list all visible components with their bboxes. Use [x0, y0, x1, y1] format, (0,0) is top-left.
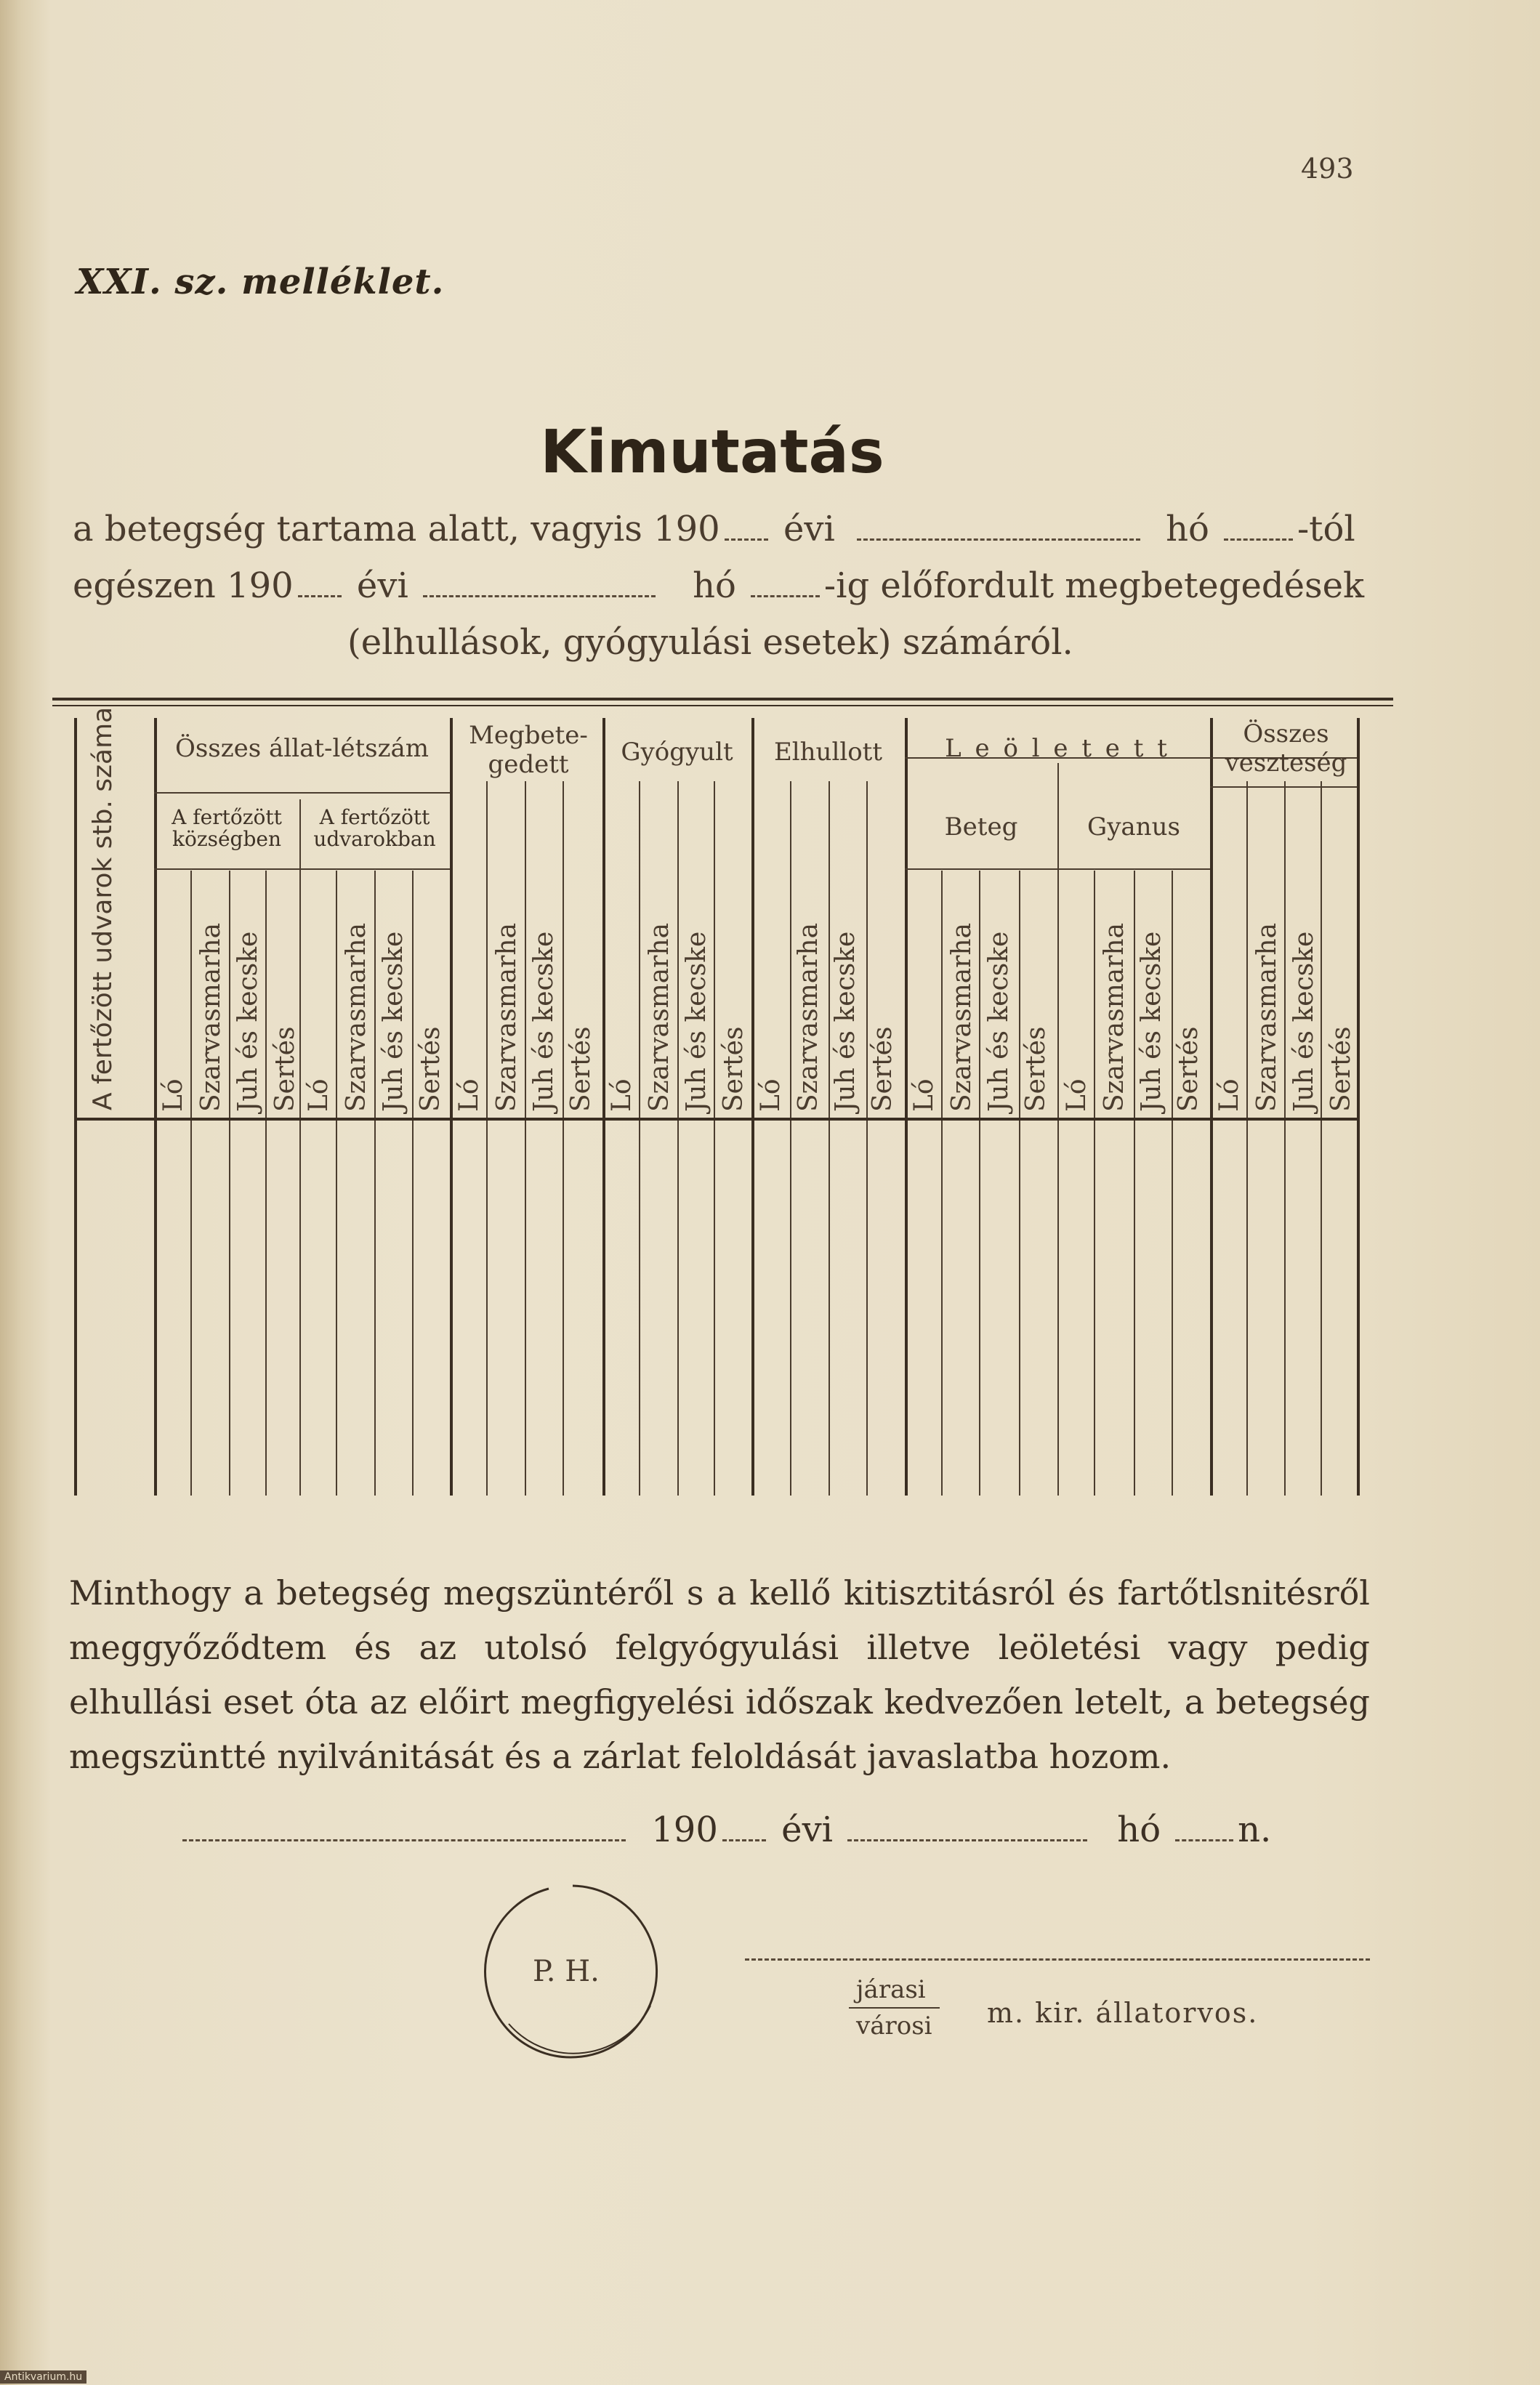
animal-col-label: Szarvasmarha: [947, 922, 977, 1112]
animal-col-label: Sertés: [1021, 1026, 1051, 1112]
appendix-label: XXI. sz. melléklet.: [76, 262, 445, 302]
page-number: 493: [1301, 153, 1354, 185]
header-megbetegedett: Megbete-gedett: [469, 721, 588, 779]
blank-field: [722, 1825, 766, 1841]
blank-field: [1175, 1825, 1233, 1841]
subcol-divider: [525, 781, 526, 1496]
intro-line-2: [73, 565, 1364, 606]
document-title: Kimutatás: [540, 418, 884, 487]
animal-col-label: Juh és kecske: [379, 931, 408, 1112]
animal-col-label: Juh és kecske: [831, 931, 860, 1112]
intro-line-3: (elhullások, gyógyulási esetek) számáról.: [347, 622, 1073, 663]
subcol-divider: [1321, 781, 1322, 1496]
blank-field: [857, 524, 1140, 541]
intro-text: a betegség tartama alatt, vagyis 190: [73, 509, 720, 549]
header-rule: [154, 868, 450, 870]
subcol-divider: [1284, 781, 1286, 1496]
subcol-divider: [265, 871, 267, 1496]
intro-line-1: [73, 509, 1355, 549]
header-leoletett: L e ö l e t e t t: [945, 734, 1170, 763]
header-bottom-rule: [74, 1118, 1360, 1121]
animal-col-label: Sertés: [416, 1026, 446, 1112]
statistics-table: [52, 698, 1393, 1526]
subcol-divider: [941, 871, 943, 1496]
animal-col-label: Juh és kecske: [1137, 931, 1166, 1112]
animal-col-label: Szarvasmarha: [645, 922, 674, 1112]
intro-text: évi: [783, 509, 835, 549]
animal-col-label: Szarvasmarha: [1100, 922, 1129, 1112]
intro-text: -ig előfordult megbetegedések: [823, 565, 1365, 606]
subcol-divider: [979, 871, 980, 1496]
subcol-divider: [639, 781, 640, 1496]
intro-text: hó: [1166, 509, 1209, 549]
animal-col-label: Ló: [756, 1078, 786, 1112]
animal-col-label: Ló: [454, 1078, 484, 1112]
date-text: hó: [1117, 1809, 1161, 1850]
watermark: Antikvarium.hu: [0, 2370, 86, 2384]
subcol-divider: [374, 871, 376, 1496]
animal-col-label: Ló: [158, 1078, 188, 1112]
animal-col-label: Juh és kecske: [233, 931, 263, 1112]
header-leoletett-beteg: Beteg: [944, 812, 1018, 842]
animal-col-label: Szarvasmarha: [196, 922, 226, 1112]
intro-text: hó: [693, 565, 736, 606]
animal-col-label: Szarvasmarha: [342, 922, 371, 1112]
header-rule: [1210, 786, 1357, 788]
header-rule: [905, 868, 1210, 870]
blank-field: [725, 524, 768, 541]
header-veszteseg: Összes veszteség: [1225, 719, 1347, 778]
intro-text: egészen 190: [73, 565, 294, 606]
subcol-divider: [714, 781, 715, 1496]
header-gyogyult: Gyógyult: [621, 738, 733, 767]
blank-field: [182, 1825, 626, 1841]
animal-col-label: Sertés: [566, 1026, 596, 1112]
animal-col-label: Sertés: [270, 1026, 300, 1112]
date-text: évi: [781, 1809, 834, 1850]
subcol-divider: [486, 781, 488, 1496]
col-divider: [450, 718, 453, 1496]
stamp-label: P. H.: [533, 1955, 600, 1988]
date-text: 190: [651, 1809, 718, 1850]
animal-col-label: Szarvasmarha: [492, 922, 522, 1112]
subcol-divider: [1246, 781, 1248, 1496]
subcol-divider: [829, 781, 830, 1496]
subcol-divider: [412, 871, 414, 1496]
header-osszes-sub2: A fertőzött udvarokban: [313, 805, 436, 851]
animal-col-label: Juh és kecske: [529, 931, 559, 1112]
date-text: n.: [1238, 1809, 1272, 1850]
subcol-divider: [677, 781, 679, 1496]
animal-col-label: Sertés: [1174, 1026, 1204, 1112]
animal-col-label: Ló: [1214, 1078, 1244, 1112]
blank-field: [751, 581, 820, 597]
col-divider: [1210, 718, 1213, 1496]
animal-col-label: Juh és kecske: [984, 931, 1014, 1112]
subcol-divider: [190, 871, 192, 1496]
signature-jarasi: járasi: [856, 1975, 926, 2004]
header-osszes: Összes állat-létszám: [174, 734, 430, 763]
date-line: [178, 1809, 1271, 1850]
header-osszes-sub1: A fertőzött községben: [172, 805, 282, 851]
col-divider: [751, 718, 754, 1496]
table-top-rule: [52, 705, 1393, 706]
signature-title: m. kir. állatorvos.: [987, 1997, 1259, 2029]
animal-col-label: Sertés: [1326, 1026, 1356, 1112]
animal-col-label: Sertés: [868, 1026, 898, 1112]
fraction-line: [849, 2007, 940, 2009]
animal-col-label: Ló: [909, 1078, 939, 1112]
blank-field: [1224, 524, 1293, 541]
signature-line: [745, 1958, 1370, 1961]
animal-col-label: Juh és kecske: [1289, 931, 1319, 1112]
animal-col-label: Szarvasmarha: [794, 922, 823, 1112]
table-border-left: [74, 718, 77, 1496]
signature-varosi: városi: [856, 2011, 932, 2041]
first-col-header: A fertőzött udvarok stb. száma: [88, 706, 118, 1110]
declaration-paragraph: Minthogy a betegség megszüntéről s a kellő kitisztitásról és fartőtlsnitésről meggyőződtem és az utolsó felgyógyulási illetve leöletési vagy pedig elhullási eset óta az előirt megfigyelési időszak kedvezően letelt, a betegség megszüntté nyilvánitását és a zárlat feloldását javaslatba hozom.: [69, 1573, 1370, 1776]
animal-col-label: Ló: [1062, 1078, 1092, 1112]
subcol-divider: [336, 871, 337, 1496]
blank-field: [298, 581, 342, 597]
subcol-divider: [229, 871, 230, 1496]
header-leoletett-gyanus: Gyanus: [1087, 812, 1180, 842]
subcol-divider: [790, 781, 791, 1496]
col-divider: [1057, 763, 1059, 1496]
animal-col-label: Sertés: [719, 1026, 749, 1112]
intro-text: -tól: [1297, 509, 1355, 549]
animal-col-label: Szarvasmarha: [1252, 922, 1282, 1112]
subcol-divider: [1094, 871, 1095, 1496]
animal-col-label: Ló: [304, 1078, 334, 1112]
blank-field: [423, 581, 656, 597]
animal-col-label: Ló: [607, 1078, 637, 1112]
subcol-divider: [563, 781, 564, 1496]
header-rule: [154, 792, 450, 794]
subcol-divider: [1134, 871, 1135, 1496]
intro-text: évi: [356, 565, 408, 606]
col-divider: [602, 718, 605, 1496]
table-top-rule: [52, 698, 1393, 701]
header-elhullott: Elhullott: [773, 738, 883, 767]
blank-field: [847, 1825, 1087, 1841]
animal-col-label: Juh és kecske: [682, 931, 711, 1112]
